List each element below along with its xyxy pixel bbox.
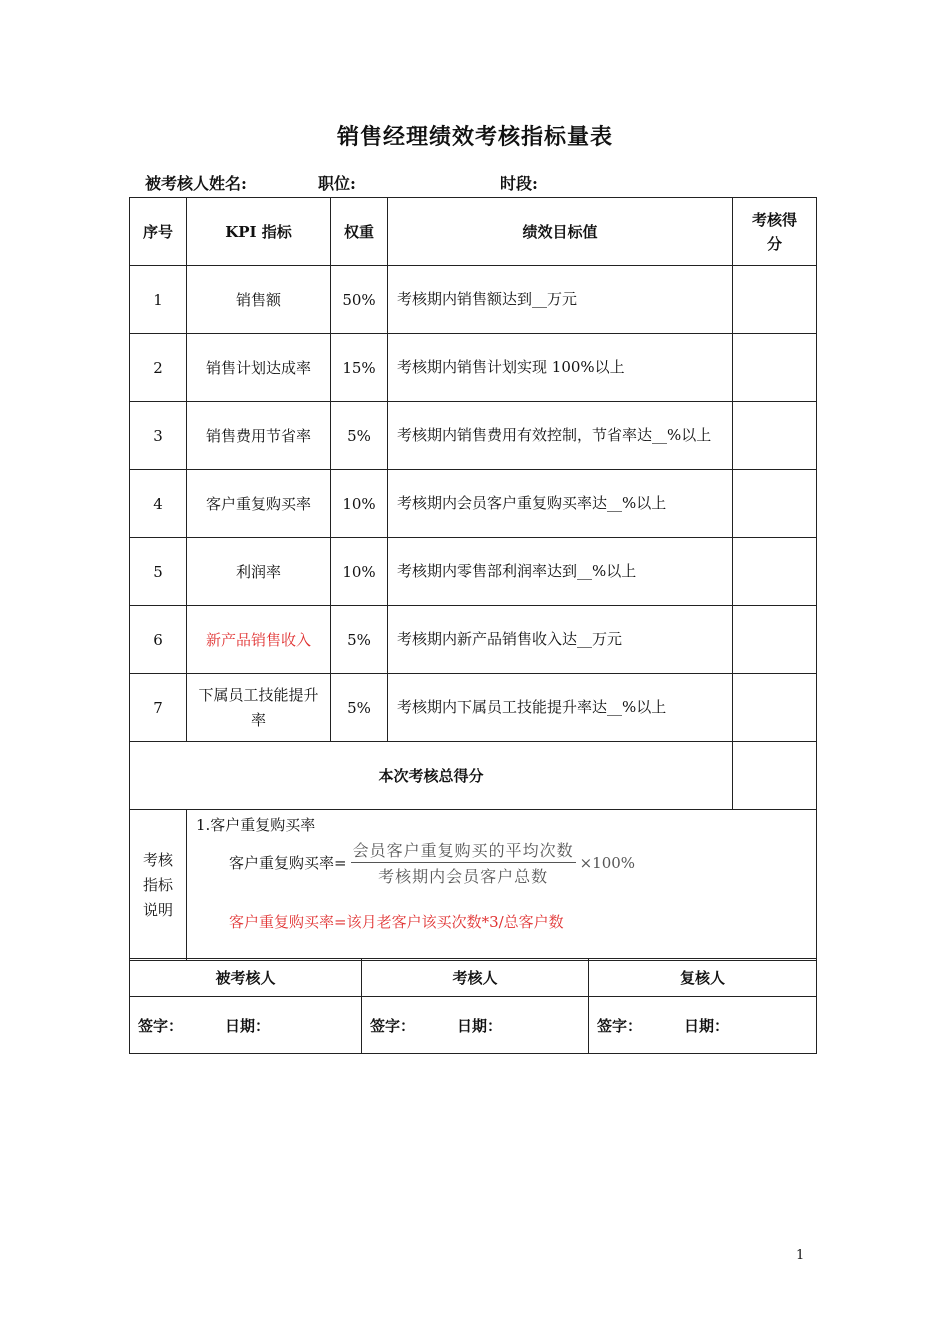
reviewee-sign-cell[interactable] bbox=[130, 997, 362, 1054]
row-no: 1 bbox=[130, 266, 187, 334]
row-weight: 5% bbox=[331, 606, 388, 674]
row-weight: 15% bbox=[331, 334, 388, 402]
table-row bbox=[130, 606, 817, 674]
signoff-table bbox=[129, 958, 817, 1054]
table-row bbox=[130, 402, 817, 470]
row-target: 考核期内新产品销售收入达__万元 bbox=[388, 606, 733, 674]
kpi-table bbox=[129, 197, 817, 961]
sign-label: 签字： bbox=[597, 1016, 643, 1035]
position-label: 职位: bbox=[318, 174, 356, 193]
page-number: 1 bbox=[796, 1248, 805, 1263]
row-kpi: 利润率 bbox=[187, 538, 331, 606]
row-target: 考核期内销售计划实现 100%以上 bbox=[388, 334, 733, 402]
row-weight: 5% bbox=[331, 674, 388, 742]
row-weight: 50% bbox=[331, 266, 388, 334]
row-kpi: 销售费用节省率 bbox=[187, 402, 331, 470]
header-target: 绩效目标值 bbox=[388, 198, 733, 266]
table-row bbox=[130, 266, 817, 334]
row-score-cell[interactable] bbox=[733, 470, 817, 538]
note-heading: 1.客户重复购买率 bbox=[196, 816, 316, 834]
formula-denominator: 考核期内会员客户总数 bbox=[378, 867, 549, 886]
row-score-cell[interactable] bbox=[733, 674, 817, 742]
repurchase-formula bbox=[229, 838, 635, 887]
table-row bbox=[130, 470, 817, 538]
row-score-cell[interactable] bbox=[733, 266, 817, 334]
row-score-cell[interactable] bbox=[733, 402, 817, 470]
row-kpi: 下属员工技能提升率 bbox=[187, 674, 331, 742]
period-label: 时段: bbox=[500, 174, 538, 193]
row-target: 考核期内零售部利润率达到__%以上 bbox=[388, 538, 733, 606]
note-extra-formula: 客户重复购买率=该月老客户该买次数*3/总客户数 bbox=[229, 913, 564, 931]
table-header-row bbox=[130, 198, 817, 266]
row-target: 考核期内会员客户重复购买率达__%以上 bbox=[388, 470, 733, 538]
header-kpi: KPI 指标 bbox=[187, 198, 331, 266]
row-kpi: 销售计划达成率 bbox=[187, 334, 331, 402]
signoff-header-row bbox=[130, 959, 817, 997]
row-weight: 10% bbox=[331, 470, 388, 538]
reviewer-sign-cell[interactable] bbox=[362, 997, 589, 1054]
row-kpi: 销售额 bbox=[187, 266, 331, 334]
page-title: 销售经理绩效考核指标量表 bbox=[336, 124, 613, 150]
formula-lhs: 客户重复购买率= bbox=[229, 854, 347, 872]
formula-fraction bbox=[351, 838, 576, 887]
row-kpi: 客户重复购买率 bbox=[187, 470, 331, 538]
header-score: 考核得分 bbox=[733, 198, 817, 266]
note-row bbox=[130, 810, 817, 961]
header-no: 序号 bbox=[130, 198, 187, 266]
row-weight: 10% bbox=[331, 538, 388, 606]
total-score-label: 本次考核总得分 bbox=[130, 742, 733, 810]
signoff-value-row bbox=[130, 997, 817, 1054]
table-row bbox=[130, 538, 817, 606]
row-target: 考核期内下属员工技能提升率达__%以上 bbox=[388, 674, 733, 742]
row-kpi: 新产品销售收入 bbox=[187, 606, 331, 674]
rechecker-header: 复核人 bbox=[589, 959, 817, 997]
row-target: 考核期内销售费用有效控制，节省率达__%以上 bbox=[388, 402, 733, 470]
note-label: 考核指标说明 bbox=[130, 810, 187, 961]
total-score-row bbox=[130, 742, 817, 810]
table-row bbox=[130, 334, 817, 402]
row-score-cell[interactable] bbox=[733, 334, 817, 402]
row-no: 5 bbox=[130, 538, 187, 606]
sign-label: 签字： bbox=[138, 1016, 184, 1035]
row-no: 2 bbox=[130, 334, 187, 402]
reviewee-name-label: 被考核人姓名: bbox=[145, 174, 247, 193]
reviewee-header: 被考核人 bbox=[130, 959, 362, 997]
row-weight: 5% bbox=[331, 402, 388, 470]
formula-numerator: 会员客户重复购买的平均次数 bbox=[351, 838, 576, 863]
sign-label: 签字： bbox=[370, 1016, 416, 1035]
date-label: 日期： bbox=[225, 1016, 271, 1035]
date-label: 日期： bbox=[457, 1016, 503, 1035]
row-no: 4 bbox=[130, 470, 187, 538]
date-label: 日期： bbox=[684, 1016, 730, 1035]
formula-multiplier: ×100% bbox=[579, 853, 636, 872]
row-target: 考核期内销售额达到__万元 bbox=[388, 266, 733, 334]
header-weight: 权重 bbox=[331, 198, 388, 266]
table-row bbox=[130, 674, 817, 742]
row-score-cell[interactable] bbox=[733, 538, 817, 606]
row-no: 7 bbox=[130, 674, 187, 742]
row-score-cell[interactable] bbox=[733, 606, 817, 674]
row-no: 3 bbox=[130, 402, 187, 470]
total-score-cell[interactable] bbox=[733, 742, 817, 810]
note-content bbox=[187, 810, 817, 961]
reviewer-header: 考核人 bbox=[362, 959, 589, 997]
rechecker-sign-cell[interactable] bbox=[589, 997, 817, 1054]
row-no: 6 bbox=[130, 606, 187, 674]
